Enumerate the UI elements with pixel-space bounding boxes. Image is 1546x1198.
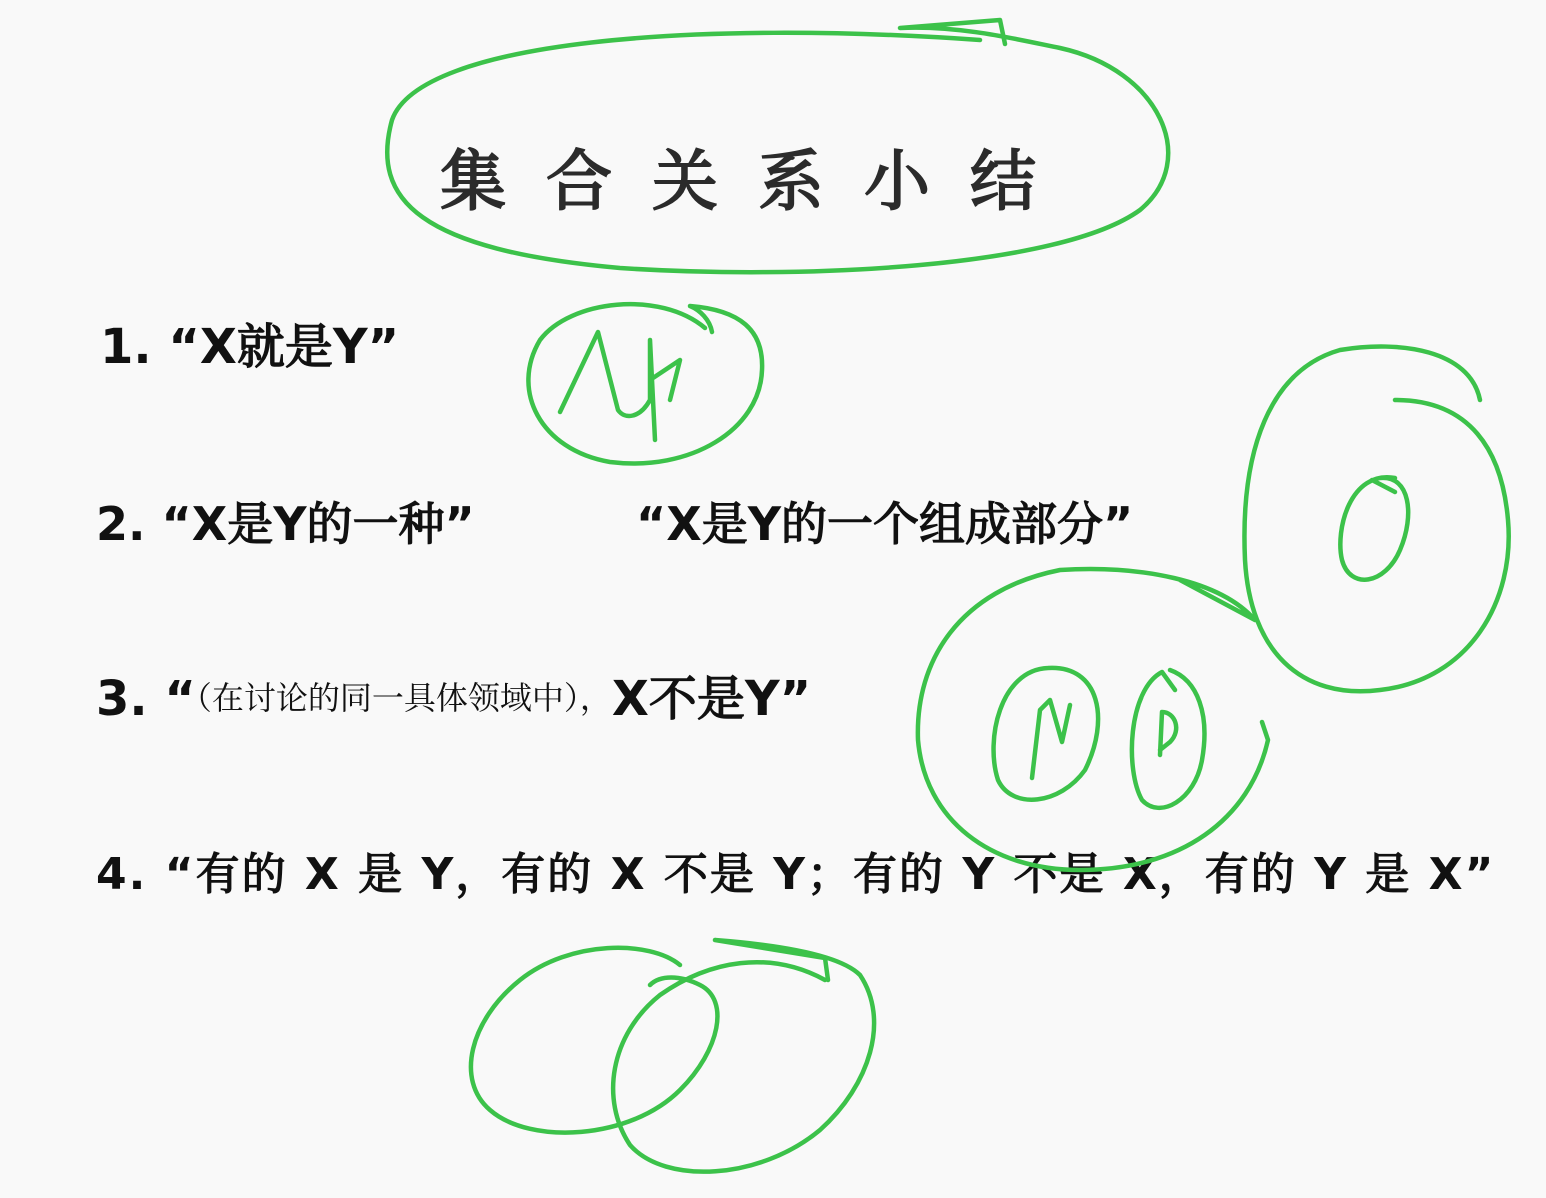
item1-circle-stroke [528, 304, 762, 463]
relation-item-2-part: “X是Y的一个组成部分” [636, 497, 1134, 551]
relation-item-4: 4. “有的 X 是 Y，有的 X 不是 Y；有的 Y 不是 X，有的 Y 是 X” [96, 849, 1496, 900]
item3-right-circle-stroke [1132, 670, 1205, 808]
item3-left-circle-stroke [994, 668, 1099, 800]
item2-inner-circle-stroke [1340, 477, 1408, 579]
item3-suffix: X不是Y” [611, 671, 812, 727]
item3-left-scribble [1032, 700, 1070, 778]
relation-item-3 [96, 660, 811, 729]
relation-item-1: 1. “X就是Y” [100, 319, 400, 375]
item4-right-circle-stroke [613, 940, 874, 1172]
item3-prefix: 3. “ [96, 671, 196, 727]
item2-outer-circle-stroke [1244, 347, 1508, 692]
item4-left-circle-stroke [471, 948, 718, 1133]
item1-scribble [560, 332, 680, 440]
item3-parenthetical: （在讨论的同一具体领域中）， [195, 679, 612, 717]
item3-right-scribble [1160, 712, 1176, 755]
item3-outer-circle-stroke [918, 569, 1268, 870]
page-title: 集合关系小结 [440, 142, 1076, 220]
relation-item-2-kind: 2. “X是Y的一种” [96, 497, 475, 551]
